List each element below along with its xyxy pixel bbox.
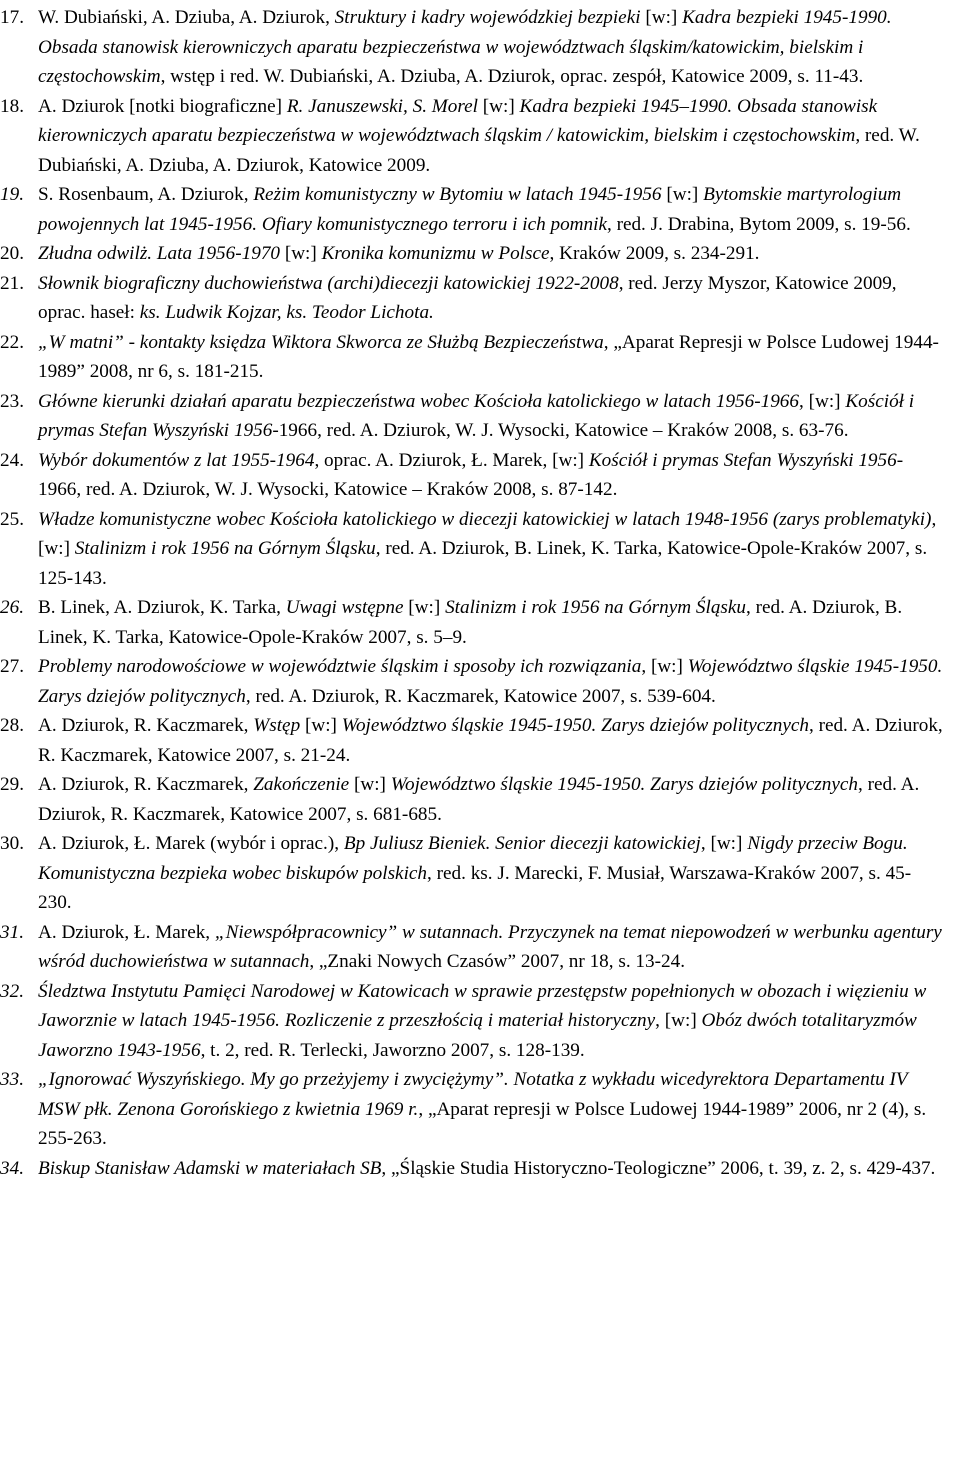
entry-text-segment: , red. W. Dubiański, A. Dziuba, A. Dziurok, Katowice 2009.: [38, 125, 920, 176]
entry-text: [38, 981, 926, 1061]
entry-number: 31.: [0, 921, 24, 943]
entry-title-segment: Bp Juliusz Bieniek. Senior diecezji katowickiej: [343, 833, 701, 854]
entry-text-segment: -1966, red. A. Dziurok, W. J. Wysocki, Katowice – Kraków 2008, s. 87-142.: [38, 449, 904, 500]
entry-number: 17.: [0, 7, 24, 28]
entry-text: [38, 922, 942, 973]
entry-text-segment: -1966, red. A. Dziurok, W. J. Wysocki, Katowice – Kraków 2008, s. 63-76.: [272, 420, 849, 441]
entry-text-segment: , red. J. Drabina, Bytom 2009, s. 19-56.: [606, 213, 911, 235]
entry-title-segment: Uwagi wstępne: [285, 597, 404, 618]
bibliography-entry: [0, 180, 944, 239]
entry-title-segment: „W matni” - kontakty księdza Wiktora Skworca ze Służbą Bezpieczeństwa: [38, 331, 604, 353]
entry-number: 18.: [0, 95, 24, 117]
entry-title-segment: Władze komunistyczne wobec Kościoła katolickiego w diecezji katowickiej w latach 1948-1956 (zarys problematyki): [38, 508, 932, 530]
entry-title-segment: Złudna odwilż. Lata 1956-1970: [38, 243, 281, 264]
entry-text-segment: A. Dziurok, Ł. Marek,: [38, 921, 215, 943]
entry-title-segment: Śledztwa Instytutu Pamięci Narodowej w Katowicach w sprawie przestępstw popełnionych w obozach i więzieniu w Jaworznie w latach 1945-1956. Rozliczenie z przeszłością i materiał historyczny: [38, 980, 927, 1031]
entry-text-segment: S. Rosenbaum, A. Dziurok,: [38, 184, 254, 205]
entry-number: 20.: [0, 243, 24, 264]
entry-text: [38, 509, 936, 589]
entry-text-segment: , „Aparat represji w Polsce Ludowej 1944-1989” 2006, nr 2 (4), s. 255-263.: [38, 1098, 927, 1149]
entry-text-segment: , t. 2, red. R. Terlecki, Jaworzno 2007, s. 128-139.: [200, 1039, 585, 1061]
bibliography-entry: [0, 92, 944, 181]
entry-text-segment: , red. A. Dziurok, R. Kaczmarek, Katowice 2007, s. 539-604.: [245, 685, 716, 707]
entry-text-segment: , „Znaki Nowych Czasów” 2007, nr 18, s. 13-24.: [309, 951, 685, 972]
entry-text: [38, 391, 914, 442]
entry-number: 28.: [0, 715, 24, 736]
entry-text: [38, 450, 903, 501]
entry-text: [38, 656, 942, 707]
entry-text-segment: , red. A. Dziurok, B. Linek, K. Tarka, Katowice-Opole-Kraków 2007, s. 5–9.: [38, 597, 903, 648]
bibliography-entry: [0, 770, 944, 829]
entry-text-segment: , [w:]: [655, 1010, 702, 1031]
entry-number: 25.: [0, 508, 24, 530]
bibliography-entry: [0, 505, 944, 594]
entry-number: 24.: [0, 449, 24, 471]
entry-title-segment: Problemy narodowościowe w województwie śląskim i sposoby ich rozwiązania: [38, 656, 642, 677]
bibliography-entry: [0, 593, 944, 652]
entry-title-segment: Wybór dokumentów z lat 1955-1964: [38, 449, 315, 471]
entry-text-segment: [w:]: [640, 7, 683, 28]
entry-title-segment: Kościół i prymas Stefan Wyszyński 1956: [588, 449, 897, 471]
entry-text: [38, 597, 902, 648]
entry-title-segment: R. Januszewski, S. Morel: [286, 95, 478, 117]
entry-title-segment: Struktury i kadry wojewódzkiej bezpieki: [334, 7, 641, 28]
entry-title-segment: Zakończenie: [253, 774, 350, 795]
entry-title-segment: „Ignorować Wyszyńskiego. My go przeżyjemy i zwyciężymy”. Notatka z wykładu wicedyrektora Departamentu IV MSW płk. Zenona Gorońskiego z kwietnia 1969 r.: [38, 1069, 908, 1120]
bibliography-entry: [0, 1065, 944, 1154]
entry-text-segment: [w:]: [477, 95, 520, 117]
entry-text-segment: , [w:]: [700, 833, 748, 854]
entry-text: [38, 774, 919, 825]
entry-title-segment: Biskup Stanisław Adamski w materiałach SB: [38, 1157, 382, 1179]
entry-text-segment: [w:]: [403, 597, 446, 618]
entry-text-segment: [w:]: [280, 243, 322, 264]
entry-title-segment: ks. Ludwik Kojzar, ks. Teodor Lichota.: [139, 302, 434, 323]
entry-title-segment: Obóz dwóch totalitaryzmów Jaworzno 1943-1956: [38, 1010, 917, 1061]
entry-title-segment: Nigdy przeciw Bogu. Komunistyczna bezpieka wobec biskupów polskich: [38, 833, 908, 884]
entry-text: [38, 243, 759, 264]
entry-text-segment: A. Dziurok [notki biograficzne]: [38, 95, 287, 117]
bibliography-list: [0, 3, 944, 1183]
entry-number: 30.: [0, 833, 24, 854]
bibliography-entry: [0, 652, 944, 711]
entry-text-segment: B. Linek, A. Dziurok, K. Tarka,: [38, 597, 286, 618]
entry-text-segment: , [w:]: [38, 508, 937, 559]
entry-text-segment: [w:]: [300, 715, 342, 736]
entry-title-segment: „Niewspółpracownicy” w sutannach. Przyczynek na temat niepowodzeń w werbunku agentury wśród duchowieństwa w sutannach: [38, 921, 942, 972]
entry-title-segment: Województwo śląskie 1945-1950. Zarys dziejów politycznych: [341, 715, 809, 736]
entry-text-segment: , red. ks. J. Marecki, F. Musiał, Warszawa-Kraków 2007, s. 45-230.: [38, 862, 912, 913]
entry-text: [38, 715, 943, 766]
entry-text: [38, 833, 911, 913]
entry-text: [38, 1158, 935, 1179]
bibliography-entry: [0, 1154, 944, 1184]
entry-text: [38, 332, 939, 383]
entry-text-segment: W. Dubiański, A. Dziuba, A. Dziurok,: [38, 7, 335, 28]
entry-number: 26.: [0, 597, 24, 618]
bibliography-entry: [0, 918, 944, 977]
entry-number: 21.: [0, 272, 24, 294]
entry-title-segment: Wstęp: [253, 715, 301, 736]
entry-number: 23.: [0, 390, 24, 412]
bibliography-entry: [0, 239, 944, 269]
entry-text: [38, 184, 911, 235]
entry-title-segment: Kronika komunizmu w Polsce: [321, 243, 550, 264]
entry-title-segment: Reżim komunistyczny w Bytomiu w latach 1945-1956: [253, 184, 662, 205]
entry-number: 19.: [0, 184, 24, 205]
entry-text-segment: , [w:]: [641, 656, 688, 677]
entry-text-segment: A. Dziurok, R. Kaczmarek,: [38, 774, 254, 795]
entry-title-segment: Główne kierunki działań aparatu bezpieczeństwa wobec Kościoła katolickiego w latach 1956-1966: [38, 390, 799, 412]
entry-text-segment: , red. A. Dziurok, B. Linek, K. Tarka, Katowice-Opole-Kraków 2007, s. 125-143.: [38, 538, 928, 589]
entry-title-segment: Województwo śląskie 1945-1950. Zarys dziejów politycznych: [38, 656, 943, 707]
bibliography-entry: [0, 829, 944, 918]
entry-text-segment: , red. A. Dziurok, R. Kaczmarek, Katowice 2007, s. 21-24.: [38, 715, 943, 766]
entry-number: 32.: [0, 980, 24, 1002]
entry-text-segment: , red. A. Dziurok, R. Kaczmarek, Katowice 2007, s. 681-685.: [38, 774, 920, 825]
entry-text-segment: , Kraków 2009, s. 234-291.: [549, 243, 760, 264]
entry-text-segment: , oprac. A. Dziurok, Ł. Marek, [w:]: [314, 449, 589, 471]
entry-text-segment: A. Dziurok, Ł. Marek (wybór i oprac.),: [38, 833, 344, 854]
entry-number: 29.: [0, 774, 24, 795]
bibliography-entry: [0, 446, 944, 505]
bibliography-entry: [0, 328, 944, 387]
entry-title-segment: Kościół i prymas Stefan Wyszyński 1956: [38, 390, 915, 441]
entry-number: 34.: [0, 1157, 24, 1179]
entry-title-segment: Województwo śląskie 1945-1950. Zarys dziejów politycznych: [390, 774, 858, 795]
entry-title-segment: Słownik biograficzny duchowieństwa (archi)diecezji katowickiej 1922-2008: [38, 272, 619, 294]
entry-title-segment: Bytomskie martyrologium powojennych lat 1945-1956. Ofiary komunistycznego terroru i ich pomnik: [38, 184, 902, 235]
bibliography-entry: [0, 711, 944, 770]
entry-text-segment: [w:]: [661, 184, 704, 205]
entry-number: 27.: [0, 656, 24, 677]
entry-title-segment: Stalinizm i rok 1956 na Górnym Śląsku: [445, 597, 747, 618]
entry-title-segment: Kadra bezpieki 1945-1990. Obsada stanowisk kierowniczych aparatu bezpieczeństwa w województwach śląskim/katowickim, bielskim i częstochowskim: [38, 7, 892, 87]
entry-text-segment: , „Aparat Represji w Polsce Ludowej 1944-1989” 2008, nr 6, s. 181-215.: [38, 331, 939, 382]
entry-text-segment: A. Dziurok, R. Kaczmarek,: [38, 715, 254, 736]
entry-text: [38, 273, 897, 324]
bibliography-entry: [0, 977, 944, 1066]
entry-text: [38, 1069, 926, 1149]
bibliography-entry: [0, 3, 944, 92]
entry-text: [38, 96, 920, 176]
entry-text-segment: [w:]: [349, 774, 391, 795]
entry-text-segment: , red. Jerzy Myszor, Katowice 2009, oprac. haseł:: [38, 272, 897, 323]
entry-number: 22.: [0, 331, 24, 353]
entry-number: 33.: [0, 1069, 24, 1090]
bibliography-entry: [0, 387, 944, 446]
entry-title-segment: Stalinizm i rok 1956 na Górnym Śląsku: [74, 538, 376, 559]
entry-text-segment: , [w:]: [799, 390, 846, 412]
entry-text-segment: , „Śląskie Studia Historyczno-Teologiczne” 2006, t. 39, z. 2, s. 429-437.: [381, 1157, 936, 1179]
entry-title-segment: Kadra bezpieki 1945–1990. Obsada stanowisk kierowniczych aparatu bezpieczeństwa w województwach śląskim / katowickim, bielskim i częstochowskim: [38, 95, 878, 146]
entry-text-segment: , wstęp i red. W. Dubiański, A. Dziuba, A. Dziurok, oprac. zespół, Katowice 2009, s. 11-43.: [160, 66, 864, 87]
bibliography-entry: [0, 269, 944, 328]
entry-text: [38, 7, 892, 87]
